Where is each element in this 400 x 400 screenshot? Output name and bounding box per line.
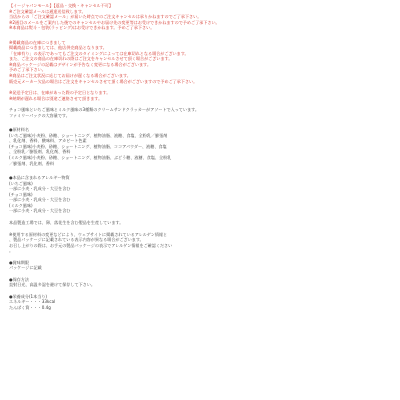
allergens-line: 一部に小麦・乳成分・大豆を含む <box>9 186 71 192</box>
allergens-line: (チョコ風味) <box>9 191 33 197</box>
spacer <box>9 166 394 175</box>
shipping-line: ※発送予定日は、在庫があった際の予定日となります。 <box>9 90 111 96</box>
best-before-block <box>9 260 394 271</box>
caution-line: お召し上がりの際は、お手元の製品パッケージの表示でアレルゲン情報をご確認ください <box>9 242 173 248</box>
stock-info-line: ※商品パッケージの記載はデザインが予告なく変更になる場合がございます。 <box>9 61 151 67</box>
allergens-heading: ●本品に含まれるアレルギー物質 <box>9 175 70 181</box>
best-before-line: パッケージに記載 <box>9 265 42 271</box>
stock-info-line: ※商品はご注文状況に応じてお届けが遅くなる場合がございます。 <box>9 73 131 79</box>
ingredients-line: (チョコ風味)小麦粉、砂糖、ショートニング、植物油脂、ココアパウダー、液糖、食塩 <box>9 143 167 149</box>
ingredients-line: (ミルク風味)小麦粉、砂糖、ショートニング、植物油脂、ぶどう糖、液糖、食塩、全粉乳 <box>9 155 172 161</box>
storage-block <box>9 277 394 288</box>
stock-info-block <box>9 40 394 84</box>
product-description-block <box>9 107 394 118</box>
factory-line: 本品製造工場では、卵、落花生を含む製品を生産しています。 <box>9 219 124 225</box>
ingredients-heading: ●原材料名 <box>9 127 29 133</box>
ingredients-line: (いちご風味)小麦粉、砂糖、ショートニング、植物油脂、液糖、食塩、全粉乳／膨張剤 <box>9 132 168 138</box>
stock-info-line: 予めご了承下さい。 <box>9 67 46 73</box>
notice-line: ※2通目のメールをご案内した後でのキャンセルやお届け先の変更等はお受けできかねますので予めご了承下さい。 <box>9 19 220 25</box>
nutrition-line: エネルギー・・・33kcal <box>9 299 56 305</box>
spacer <box>9 31 394 40</box>
caution-line: 、製品パッケージに記載されている表示内容が異なる場合がございます。 <box>9 237 144 243</box>
stock-info-line: 掲載商品につきましては、他店併売商品となります。 <box>9 45 107 51</box>
stock-info-line: 「在庫有り」の表示であってもご注文のタイミングによっては在庫切れとなる場合がございます。 <box>9 50 189 56</box>
stock-info-heading: ※掲載商品の在庫につきまして <box>9 39 66 45</box>
stock-info-line: 販売元メーカー欠品の場合はご注文をキャンセルさせて頂く場合がございますので予めご了承下さい。 <box>9 78 198 84</box>
ingredients-line: 、全粉乳／膨張剤、乳化剤、香料 <box>9 149 71 155</box>
notice-line: 当店からの「ご注文確認メール」が届いた時点でのご注文キャンセルは承りかねますのでご了承下さい。 <box>9 14 202 20</box>
ingredients-line: ／膨張剤、乳化剤、香料 <box>9 160 55 166</box>
notice-line: ※本商品は熨斗・包装(ラッピング)はお受けできかねます。予めご了承下さい。 <box>9 25 155 31</box>
allergens-line: 一部に小麦・乳成分・大豆を含む <box>9 197 71 203</box>
notice-line: ※ご注文確認メールは通達送信致します。 <box>9 8 86 14</box>
best-before-heading: ●賞味期限 <box>9 259 29 265</box>
nutrition-heading: ●栄養成分(1本当り) <box>9 293 48 299</box>
caution-line: 。 <box>9 248 14 254</box>
mall-header-line: 【イージャパンモール】【返品・交換・キャンセル不可】 <box>9 3 113 8</box>
ingredients-line: 、乳化剤、香料、酸味料、アカビート色素 <box>9 138 87 144</box>
stock-info-line: また、ご注文の商品の在庫切れの際はご注文をキャンセルさせて頂く場合がございます。 <box>9 56 173 62</box>
shipping-block <box>9 90 394 101</box>
allergen-caution-block <box>9 232 394 254</box>
allergens-line: (いちご風味) <box>9 180 33 186</box>
description-line: ファミリーパックの大容量です。 <box>9 112 70 118</box>
allergens-block <box>9 175 394 214</box>
allergens-line: (ミルク風味) <box>9 202 33 208</box>
description-line: チョコ風味といちご風味とミルク風味の3種類のクリームサンドクラッカーがアソートで入っています。 <box>9 107 199 113</box>
ingredients-block <box>9 127 394 166</box>
caution-line: ※使用する原材料の変更などにより、ウェブサイトに掲載されているアレルゲン情報と <box>9 231 168 237</box>
allergens-line: 一部に小麦・乳成分・大豆を含む <box>9 208 71 214</box>
nutrition-block <box>9 294 394 311</box>
storage-heading: ●保存方法 <box>9 276 29 282</box>
spacer <box>9 118 394 127</box>
shipping-line: ※納期が遅れる場合は別途ご連絡させて頂きます。 <box>9 95 103 101</box>
nutrition-line: たんぱく質・・・0.4g <box>9 304 51 310</box>
storage-line: 直射日光、高温多湿を避けて保存して下さい。 <box>9 282 95 288</box>
order-notice-block <box>9 3 394 31</box>
